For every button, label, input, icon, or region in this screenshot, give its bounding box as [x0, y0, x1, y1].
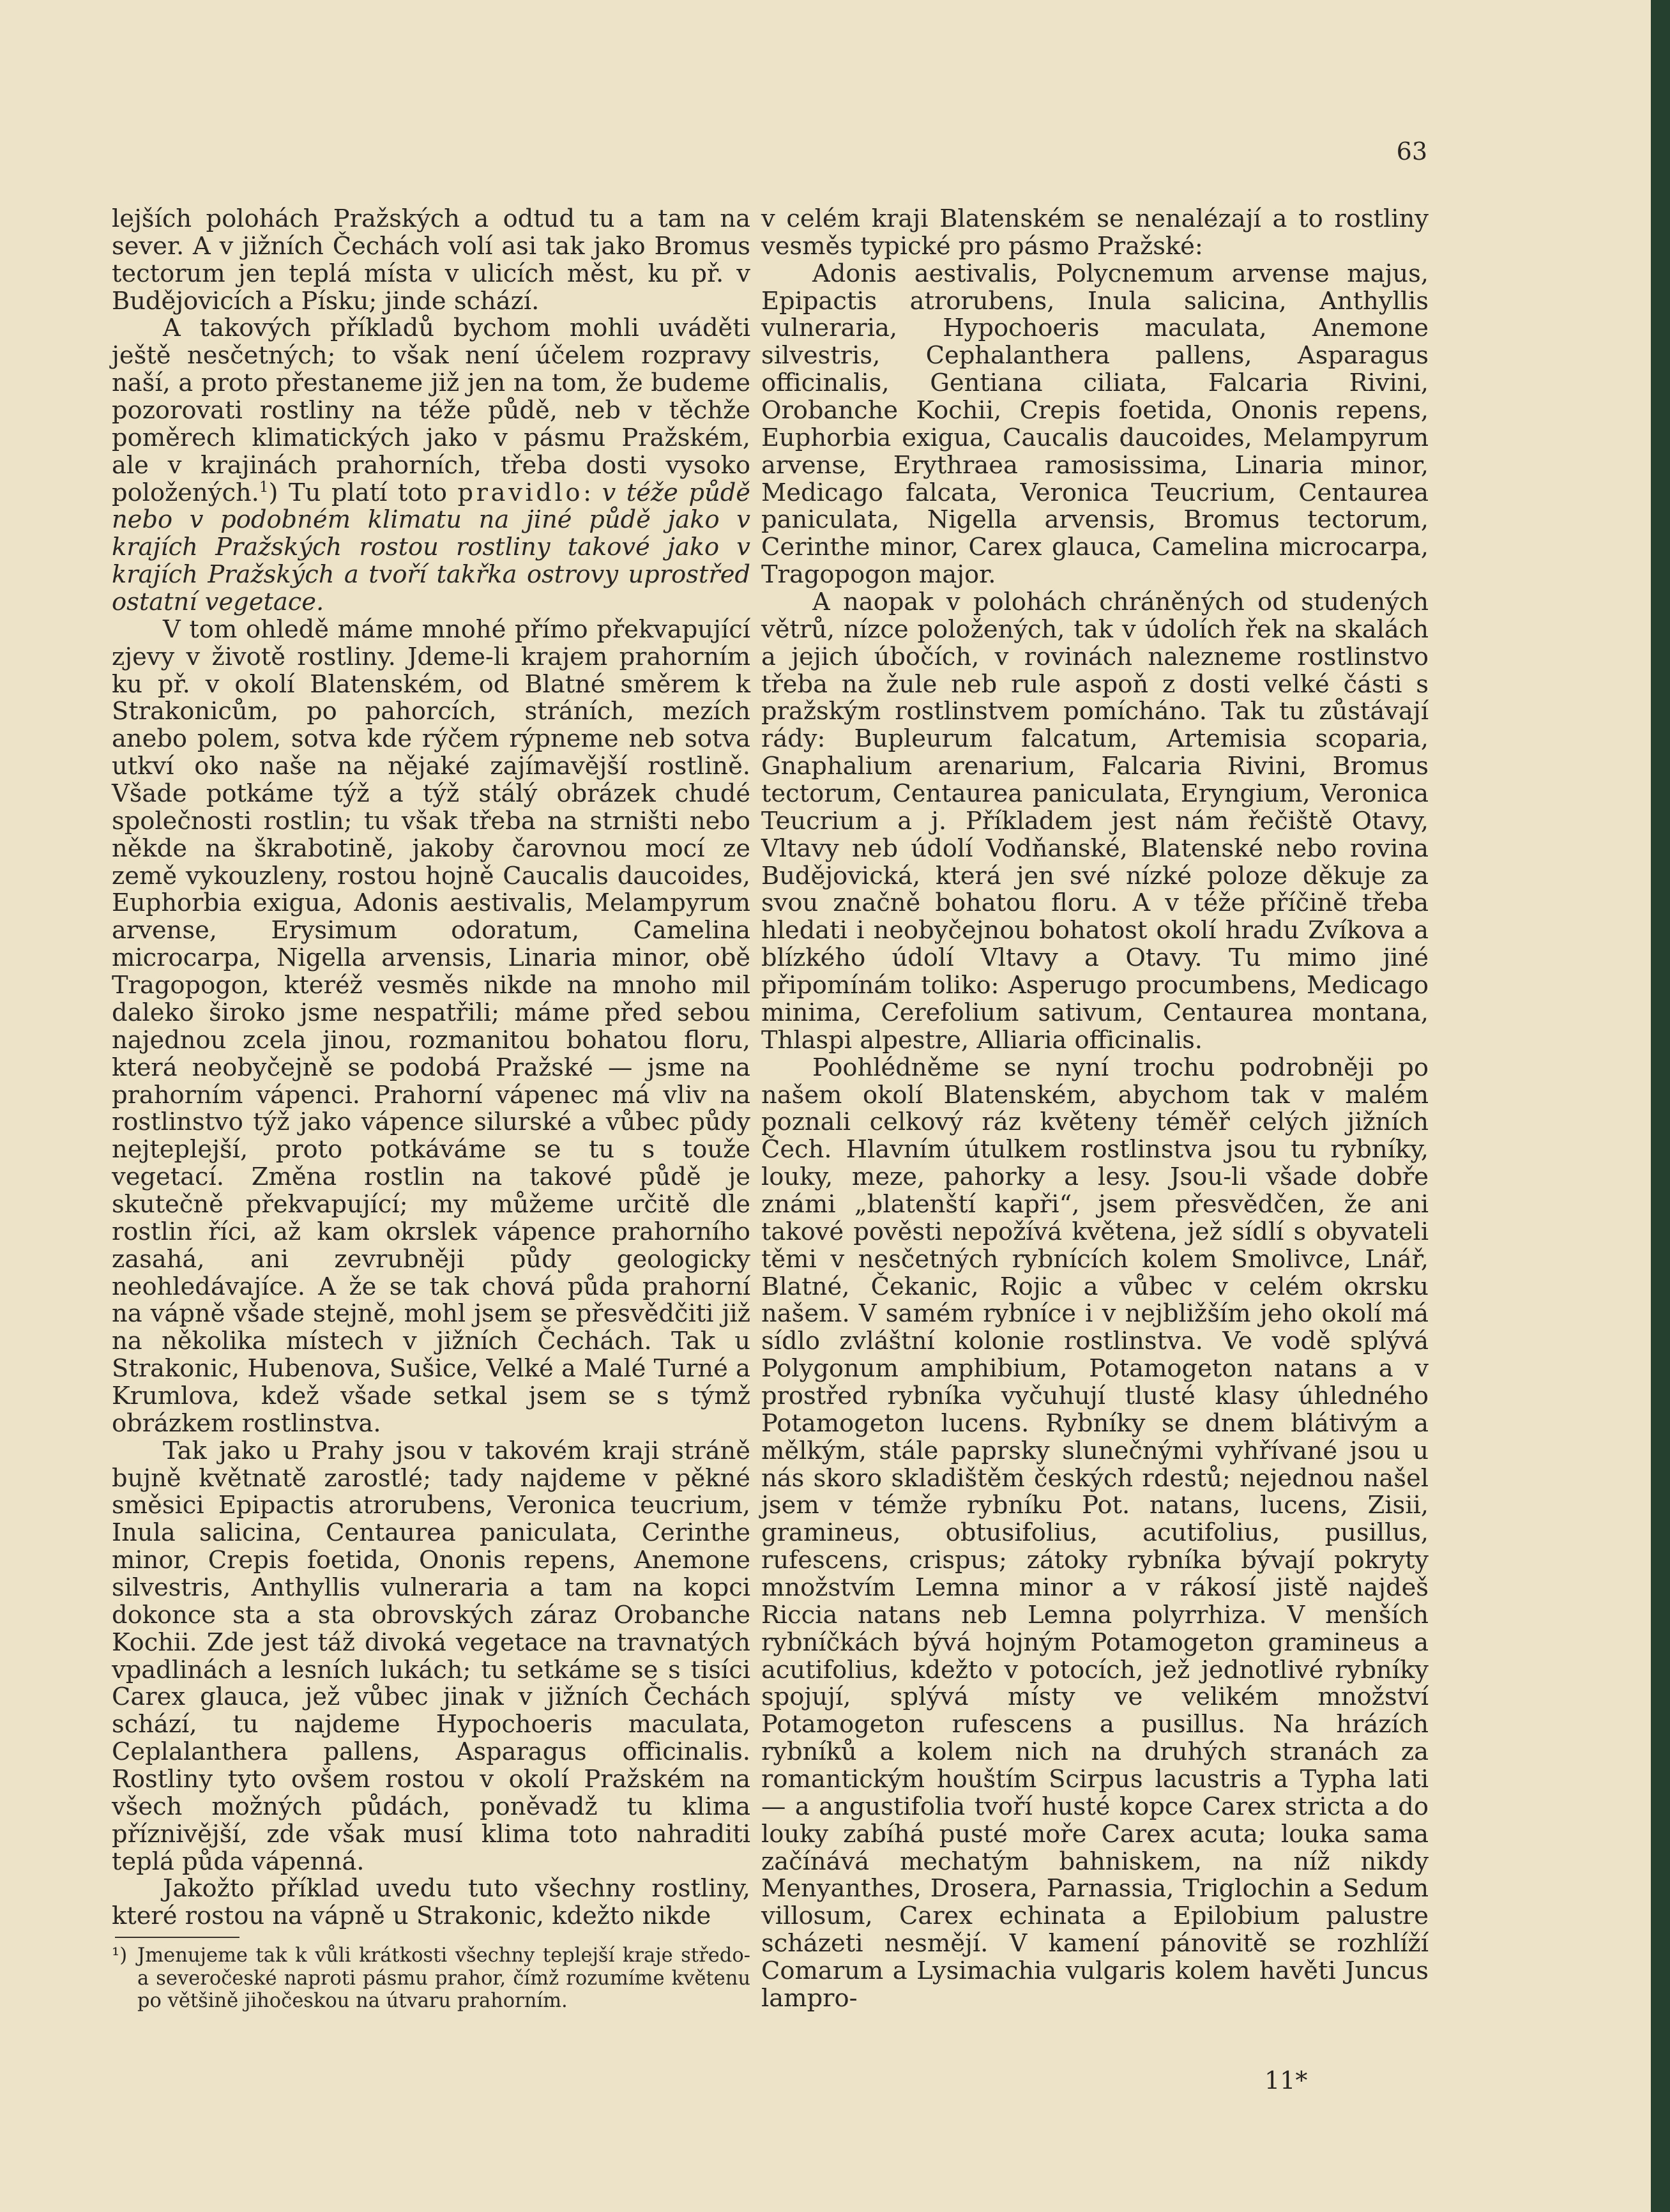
left-paragraph-2-text: A takových příkladů bychom mohli uváděti ještě nesčetných; to však není účelem rozpravy naší, a proto přestaneme již jen na tom, že budeme pozorovati rostliny na téže půdě, neb v těchže poměrech klimatických jako v pásmu Pražském, ale v krajinách prahorních, třeba dosti vysoko položených.	[112, 314, 750, 507]
left-paragraph-2-colon: :	[583, 478, 602, 507]
footnote-reference: 1	[259, 478, 269, 496]
left-paragraph-4: Tak jako u Prahy jsou v takovém kraji stráně bujně květnatě zarostlé; tady najdeme v pěkné směsici Epipactis atrorubens, Veronica teucrium, Inula salicina, Centaurea paniculata, Cerinthe minor, Crepis foetida, Ononis repens, Anemone silvestris, Anthyllis vulneraria a tam na kopci dokonce sta a sta obrovských záraz Orobanche Kochii. Zde jest táž divoká vegetace na travnatých vpadlinách a lesních lukách; tu setkáme se s tisíci Carex glauca, jež vůbec jinak v jižních Čechách schází, tu najdeme Hypochoeris maculata, Ceplalanthera pallens, Asparagus officinalis. Rostliny tyto ovšem rostou v okolí Pražském na všech možných půdách, poněvadž tu klima příznivější, zde však musí klima toto nahraditi teplá půda vápenná.	[112, 1436, 750, 1876]
footnote	[112, 1944, 750, 2013]
left-paragraph-1: lejších polohách Pražských a odtud tu a tam na sever. A v jižních Čechách volí asi tak jako Bromus tectorum jen teplá místa v ulicích měst, ku př. v Budějovicích a Písku; jinde schází.	[112, 204, 750, 316]
italic-rule-statement: v téže půdě nebo v podobném klimatu na jiné půdě jako v krajích Pražských rostou rostliny takové jako v krajích Pražských a tvoří takřka ostrovy uprostřed ostatní vegetace.	[112, 478, 750, 617]
footnote-mark: ¹)	[112, 1944, 128, 1967]
left-paragraph-5: Jakožto příklad uvedu tuto všechny rostliny, které rostou na vápně u Strakonic, kdežto nikde	[112, 1874, 750, 1931]
spaced-word-pravidlo: pravidlo	[457, 478, 584, 507]
left-paragraph-2-text-b: ) Tu platí toto	[268, 478, 458, 507]
right-paragraph-3: A naopak v polohách chráněných od studených větrů, nízce položených, tak v údolích řek na skalách a jejich úbočích, v rovinách nalezneme rostlinstvo třeba na žule neb rule aspoň z dosti velké části s pražským rostlinstvem pomícháno. Tak tu zůstávají rády: Bupleurum falcatum, Artemisia scoparia, Gnaphalium arenarium, Falcaria Rivini, Bromus tectorum, Centaurea paniculata, Eryngium, Veronica Teucrium a j. Příkladem jest nám řečiště Otavy, Vltavy neb údolí Vodňanské, Blatenské nebo rovina Budějovická, která jen své nízké poloze děkuje za svou značně bohatou floru. A v téže příčině třeba hledati i neobyčejnou bohatost okolí hradu Zvíkova a blízkého údolí Vltavy a Otavy. Tu mimo jiné připomínám toliko: Asperugo procumbens, Medicago minima, Cerefolium sativum, Centaurea montana, Thlaspi alpestre, Alliaria officinalis.	[761, 588, 1429, 1055]
signature-mark: 11*	[1264, 2066, 1308, 2094]
book-spine-edge	[1651, 0, 1670, 2212]
page-number: 63	[1396, 137, 1427, 165]
left-column	[112, 206, 750, 2013]
right-paragraph-4: Poohlédněme se nyní trochu podrobněji po našem okolí Blatenském, abychom tak v malém poznali celkový ráz květeny téměř celých jižních Čech. Hlavním útulkem rostlinstva jsou tu rybníky, louky, meze, pahorky a lesy. Jsou-li všade dobře známi „blatenští kapři“, jsem přesvědčen, že ani takové pověsti nepožívá květena, jež sídlí s obyvateli těmi v nesčetných rybnících kolem Smolivce, Lnář, Blatné, Čekanic, Rojic a vůbec v celém okrsku našem. V samém rybníce i v nejbližším jeho okolí má sídlo zvláštní kolonie rostlinstva. Ve vodě splývá Polygonum amphibium, Potamogeton natans a v prostřed rybníka vyčuhují tlusté klasy úhledného Potamogeton lucens. Rybníky se dnem blátivým a mělkým, stále paprsky slunečnými vyhřívané jsou u nás skoro skladištěm českých rdestů; nejednou našel jsem v témže rybníku Pot. natans, lucens, Zisii, gramineus, obtusifolius, acutifolius, pusillus, rufescens, crispus; zátoky rybníka bývají pokryty množstvím Lemna minor a v rákosí jistě najdeš Riccia natans neb Lemna polyrrhiza. V menších rybníčkách bývá hojným Potamogeton gramineus a acutifolius, kdežto v potocích, jež jednotlivé rybníky spojují, splývá místy ve velikém množství Potamogeton rufescens a pusillus. Na hrázích rybníků a kolem nich na druhých stranách za romantickým houštím Scirpus lacustris a Typha lati — a angustifolia tvoří husté kopce Carex stricta a do louky zabíhá pusté moře Carex acuta; louka sama začínává mechatým bahniskem, na níž nikdy Menyanthes, Drosera, Parnassia, Triglochin a Sedum villosum, Carex echinata a Epilobium palustre scházeti nesmějí. V kamení pánovitě se rozhlíží Comarum a Lysimachia vulgaris kolem havěti Juncus lampro-	[761, 1053, 1429, 2013]
left-paragraph-3: V tom ohledě máme mnohé přímo překvapující zjevy v životě rostliny. Jdeme-li krajem prahorním ku př. v okolí Blatenském, od Blatné směrem k Strakonicům, po pahorcích, stráních, mezích anebo polem, sotva kde rýčem rýpneme neb sotva utkví oko naše na nějaké zajímavější rostlině. Všade potkáme týž a týž stálý obrázek chudé společnosti rostlin; tu však třeba na strništi nebo někde na škrabotině, jakoby čarovnou mocí ze země vykouzleny, rostou hojně Caucalis daucoides, Euphorbia exigua, Adonis aestivalis, Melampyrum arvense, Erysimum odoratum, Camelina microcarpa, Nigella arvensis, Linaria minor, obě Tragopogon, kteréž vesměs nikde na mnoho mil daleko široko jsme nespatřili; máme před sebou najednou zcela jinou, rozmanitou bohatou floru, která neobyčejně se podobá Pražské — jsme na prahorním vápenci. Prahorní vápenec má vliv na rostlinstvo týž jako vápence silurské a vůbec půdy nejteplejší, proto potkáváme se tu s touže vegetací. Změna rostlin na takové půdě je skutečně překvapující; my můžeme určitě dle rostlin říci, až kam okrslek vápence prahorního zasahá, ani zevrubněji půdy geologicky neohledávajíce. A že se tak chová půda prahorní na vápně všade stejně, mohl jsem se přesvědčiti již na několika místech v jižních Čechách. Tak u Strakonic, Hubenova, Sušice, Velké a Malé Turné a Krumlova, kdež všade setkal jsem se s týmž obrázkem rostlinstva.	[112, 614, 750, 1438]
right-paragraph-2-plant-list: Adonis aestivalis, Polycnemum arvense majus, Epipactis atrorubens, Inula salicina, Anthyllis vulneraria, Hypochoeris maculata, Anemone silvestris, Cephalanthera pallens, Asparagus officinalis, Gentiana ciliata, Falcaria Rivini, Orobanche Kochii, Crepis foetida, Ononis repens, Euphorbia exigua, Caucalis daucoides, Melampyrum arvense, Erythraea ramosissima, Linaria minor, Medicago falcata, Veronica Teucrium, Centaurea paniculata, Nigella arvensis, Bromus tectorum, Cerinthe minor, Carex glauca, Camelina microcarpa, Tragopogon major.	[761, 259, 1429, 590]
right-column	[761, 206, 1429, 2013]
right-paragraph-1: v celém kraji Blatenském se nenalézají a to rostliny vesměs typické pro pásmo Pražské:	[761, 204, 1429, 261]
left-paragraph-2	[112, 315, 750, 616]
footnote-text: Jmenujeme tak k vůli krátkosti všechny teplejší kraje středo- a severočeské naproti pásmu prahor, čímž rozumíme květenu po většině jihočeskou na útvaru prahorním.	[137, 1944, 750, 2013]
footnote-divider	[115, 1937, 239, 1938]
